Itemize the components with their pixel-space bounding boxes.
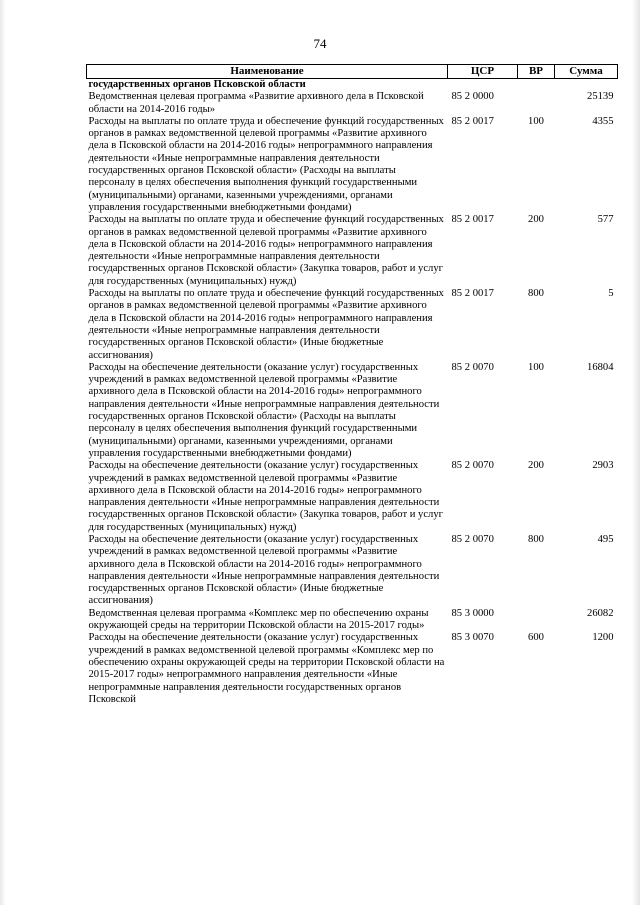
table-row: [87, 460, 618, 534]
row-sum: 1200: [592, 632, 614, 644]
continuation-row: [87, 79, 618, 92]
row-sum: 16804: [587, 361, 614, 373]
table-header-row: [87, 65, 618, 79]
row-csr: 85 2 0017: [451, 115, 494, 127]
row-csr: 85 3 0070: [451, 632, 494, 644]
row-name: Расходы на обеспечение деятельности (оказание услуг) государственных учреждений в рамках ведомственной целевой программы «Развитие архивного дела в Псковской области на 2014-2016 годы» непрограммного направления деятельности «Иные непрограммные направления деятельности государственных органов Псковской области» (Иные бюджетные ассигнования): [88, 533, 440, 607]
row-sum: 26082: [587, 607, 614, 619]
row-csr: 85 2 0070: [451, 533, 494, 545]
table-row: [87, 288, 618, 362]
row-sum: 4355: [592, 115, 614, 127]
row-sum: 2903: [592, 460, 614, 472]
row-sum: 25139: [587, 91, 614, 103]
continuation-text: государственных органов Псковской области: [88, 79, 306, 90]
row-name: Расходы на выплаты по оплате труда и обеспечение функций государственных органов в рамках ведомственной целевой программы «Развитие архивного дела в Псковской области на 2014-2016 годы» непрограммного направления деятельности «Иные непрограммные направления деятельности государственных органов Псковской области» (Расходы на выплаты персоналу в целях обеспечения выполнения функций государственными (муниципальными) органами, казенными учреждениями, органами управления государственными внебюджетными фондами): [88, 115, 444, 213]
row-csr: 85 2 0070: [451, 460, 494, 472]
table-row: [87, 214, 618, 288]
header-csr: ЦСР: [448, 65, 518, 79]
scan-edge-left: [0, 0, 6, 905]
row-sum: 577: [597, 214, 614, 226]
row-name: Ведомственная целевая программа «Комплекс мер по обеспечению охраны окружающей среды на территории Псковской области на 2015-2017 годы»: [88, 607, 429, 632]
row-name: Расходы на обеспечение деятельности (оказание услуг) государственных учреждений в рамках ведомственной целевой программы «Развитие архивного дела в Псковской области на 2014-2016 годы» непрограммного направления деятельности «Иные непрограммные направления деятельности государственных органов Псковской области» (Расходы на выплаты персоналу в целях обеспечения выполнения функций государственными (муниципальными) органами, казенными учреждениями, органами управления государственными внебюджетными фондами): [88, 361, 440, 459]
row-csr: 85 2 0070: [451, 361, 494, 373]
row-vr: [518, 91, 555, 116]
page-number: 74: [313, 36, 327, 51]
header-name: Наименование: [87, 65, 448, 79]
row-vr: [518, 608, 555, 633]
row-sum: 495: [597, 533, 614, 545]
table-row: [87, 362, 618, 460]
row-csr: 85 3 0000: [451, 607, 494, 619]
row-csr: 85 2 0017: [451, 288, 494, 300]
table-row: [87, 632, 618, 706]
row-sum: 5: [608, 288, 614, 300]
row-name: Расходы на выплаты по оплате труда и обеспечение функций государственных органов в рамках ведомственной целевой программы «Развитие архивного дела в Псковской области на 2014-2016 годы» непрограммного направления деятельности «Иные непрограммные направления деятельности государственных органов Псковской области» (Закупка товаров, работ и услуг для государственных (муниципальных) нужд): [88, 214, 444, 287]
header-vr: ВР: [518, 65, 555, 79]
row-name: Расходы на выплаты по оплате труда и обеспечение функций государственных органов в рамках ведомственной целевой программы «Развитие архивного дела в Псковской области на 2014-2016 годы» непрограммного направления деятельности «Иные непрограммные направления деятельности государственных органов Псковской области» (Иные бюджетные ассигнования): [88, 288, 444, 361]
row-name: Расходы на обеспечение деятельности (оказание услуг) государственных учреждений в рамках ведомственной целевой программы «Комплекс мер по обеспечению охраны окружающей среды на территории Псковской области на 2015-2017 годы» непрограммного направления деятельности «Иные непрограммные направления деятельности государственных органов Псковской: [88, 632, 445, 705]
row-name: Расходы на обеспечение деятельности (оказание услуг) государственных учреждений в рамках ведомственной целевой программы «Развитие архивного дела в Псковской области на 2014-2016 годы» непрограммного направления деятельности «Иные непрограммные направления деятельности государственных органов Псковской области» (Закупка товаров, работ и услуг для государственных (муниципальных) нужд): [88, 460, 443, 533]
table-row: [87, 534, 618, 608]
row-vr: 200: [528, 460, 544, 472]
row-vr: 600: [528, 632, 544, 644]
header-sum: Сумма: [555, 65, 618, 79]
row-csr: 85 2 0017: [451, 214, 494, 226]
budget-table: [86, 64, 618, 706]
row-vr: 200: [528, 214, 544, 226]
row-csr: 85 2 0000: [451, 91, 494, 103]
row-vr: 800: [528, 288, 544, 300]
row-vr: 100: [528, 115, 544, 127]
row-vr: 100: [528, 361, 544, 373]
row-vr: 800: [528, 533, 544, 545]
table-row: [87, 608, 618, 633]
row-name: Ведомственная целевая программа «Развитие архивного дела в Псковской области на 2014-2016 годы»: [88, 91, 424, 115]
table-row: [87, 116, 618, 214]
scan-edge-right: [632, 0, 640, 905]
table-row: [87, 91, 618, 116]
